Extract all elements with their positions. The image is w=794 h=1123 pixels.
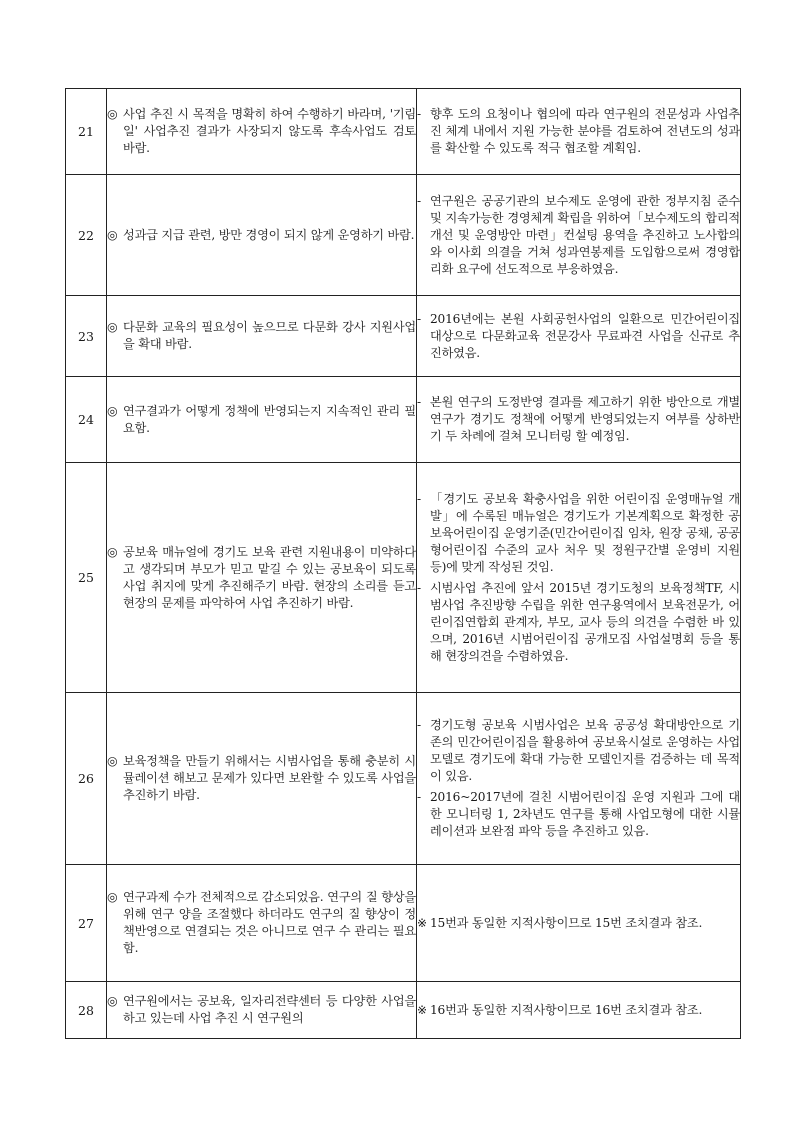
response-item [417, 394, 740, 445]
response-text: 본원 연구의 도정반영 결과를 제고하기 위한 방안으로 개별 연구가 경기도 정책에 어떻게 반영되었는지 여부를 상하반기 두 차례에 걸쳐 모니터링 할 예정임. [430, 395, 740, 443]
response-item [417, 311, 740, 362]
response-cell [417, 865, 741, 982]
response-item [417, 1002, 740, 1019]
double-circle-icon: ◎ [107, 107, 118, 121]
response-cell [417, 982, 741, 1039]
response-cell [417, 89, 741, 175]
response-cell [417, 463, 741, 693]
response-cell [417, 175, 741, 296]
row-number: 23 [66, 296, 107, 377]
request-text: 공보육 매뉴얼에 경기도 보육 관련 지원내용이 미약하다고 생각되며 부모가 믿고 맡길 수 있는 공보육이 되도록 사업 취지에 맞게 추진해주기 바람. 현장의 소리를 듣고 현장의 문제를 파악하여 사업 추진하기 바람. [123, 544, 416, 610]
request-cell [107, 89, 417, 175]
double-circle-icon: ◎ [107, 320, 118, 334]
request-cell [107, 865, 417, 982]
response-text: 16번과 동일한 지적사항이므로 16번 조치결과 참조. [430, 1002, 703, 1017]
audit-response-table [65, 88, 741, 1039]
double-circle-icon: ◎ [107, 890, 118, 904]
double-circle-icon: ◎ [107, 544, 118, 559]
response-item [417, 193, 740, 278]
double-circle-icon: ◎ [107, 994, 118, 1008]
table-row [66, 377, 741, 463]
request-cell [107, 296, 417, 377]
row-number: 26 [66, 693, 107, 865]
reference-mark-icon: ※ [417, 1002, 428, 1017]
request-cell [107, 377, 417, 463]
request-text: 다문화 교육의 필요성이 높으므로 다문화 강사 지원사업을 확대 바람. [123, 320, 416, 351]
request-cell [107, 463, 417, 693]
response-item [417, 491, 740, 576]
request-text: 연구결과가 어떻게 정책에 반영되는지 지속적인 관리 필요함. [123, 403, 416, 435]
row-number: 25 [66, 463, 107, 693]
request-text: 연구과제 수가 전체적으로 감소되었음. 연구의 질 향상을 위해 연구 양을 조절했다 하더라도 연구의 질 향상이 정책반영으로 연결되는 것은 아니므로 연구 수 관리는 필요함. [123, 890, 416, 955]
table-row [66, 175, 741, 296]
response-item [417, 580, 740, 665]
dash-bullet: - [417, 580, 422, 595]
table-row [66, 982, 741, 1039]
dash-bullet: - [417, 790, 422, 804]
dash-bullet: - [417, 718, 422, 732]
table-row [66, 296, 741, 377]
double-circle-icon: ◎ [107, 754, 118, 768]
reference-mark-icon: ※ [417, 915, 428, 930]
request-text: 사업 추진 시 목적을 명확히 하여 수행하기 바라며, '기림일' 사업추진 결과가 사장되지 않도록 후속사업도 검토 바람. [123, 107, 416, 155]
dash-bullet: - [417, 107, 422, 121]
table-body [66, 89, 741, 1039]
row-number: 27 [66, 865, 107, 982]
double-circle-icon: ◎ [107, 227, 118, 242]
dash-bullet: - [417, 193, 422, 208]
table-row [66, 89, 741, 175]
table-row [66, 693, 741, 865]
request-cell [107, 982, 417, 1039]
row-number: 22 [66, 175, 107, 296]
dash-bullet: - [417, 395, 422, 409]
request-text: 연구원에서는 공보육, 일자리전략센터 등 다양한 사업을 하고 있는데 사업 추진 시 연구원의 [123, 994, 416, 1025]
request-text: 보육정책을 만들기 위해서는 시범사업을 통해 충분히 시뮬레이션 해보고 문제가 있다면 보완할 수 있도록 사업을 추진하기 바람. [123, 754, 416, 802]
response-item [417, 915, 740, 932]
table-row [66, 463, 741, 693]
response-text: 15번과 동일한 지적사항이므로 15번 조치결과 참조. [430, 915, 703, 930]
row-number: 21 [66, 89, 107, 175]
response-text: 2016년에는 본원 사회공헌사업의 일환으로 민간어린이집 대상으로 다문화교육 전문강사 무료파견 사업을 신규로 추진하였음. [430, 311, 740, 360]
response-item [417, 717, 740, 785]
response-cell [417, 693, 741, 865]
request-cell [107, 175, 417, 296]
table-row [66, 865, 741, 982]
response-text: 경기도형 공보육 시범사업은 보육 공공성 확대방안으로 기존의 민간어린이집을 활용하여 공보육시설로 운영하는 사업모델로 경기도에 확대 가능한 모델인지를 검증하는 데 목적이 있음. [430, 718, 740, 783]
double-circle-icon: ◎ [107, 403, 118, 418]
dash-bullet: - [417, 311, 422, 326]
response-text: 향후 도의 요청이나 협의에 따라 연구원의 전문성과 사업추진 체계 내에서 지원 가능한 분야를 검토하여 전년도의 성과를 확산할 수 있도록 적극 협조할 계획임. [430, 107, 740, 155]
response-item [417, 789, 740, 840]
response-cell [417, 296, 741, 377]
response-cell [417, 377, 741, 463]
dash-bullet: - [417, 491, 422, 506]
row-number: 28 [66, 982, 107, 1039]
request-text: 성과급 지급 관련, 방만 경영이 되지 않게 운영하기 바람. [123, 227, 415, 242]
response-text: 2016~2017년에 걸친 시범어린이집 운영 지원과 그에 대한 모니터링 1, 2차년도 연구를 통해 사업모형에 대한 시뮬레이션과 보완점 파악 등을 추진하고 있음. [430, 790, 740, 838]
response-text: 시범사업 추진에 앞서 2015년 경기도청의 보육정책TF, 시범사업 추진방향 수립을 위한 연구용역에서 보육전문가, 어린이집연합회 관계자, 부모, 교사 등의 의견을 수렴한 바 있으며, 2016년 시범어린이집 공개모집 사업설명회 등을 통해 현장의견을 수렴하였음. [430, 580, 740, 663]
response-item [417, 106, 740, 157]
request-cell [107, 693, 417, 865]
row-number: 24 [66, 377, 107, 463]
response-text: 「경기도 공보육 확충사업을 위한 어린이집 운영매뉴얼 개발」에 수록된 매뉴얼은 경기도가 기본계획으로 확정한 공보육어린이집 운영기준(민간어린이집 임차, 원장 공채, 공공형어린이집 수준의 교사 처우 및 정원구간별 운영비 지원 등)에 맞게 작성된 것임. [430, 491, 740, 574]
response-text: 연구원은 공공기관의 보수제도 운영에 관한 정부지침 준수 및 지속가능한 경영체계 확립을 위하여「보수제도의 합리적 개선 및 운영방안 마련」컨설팅 용역을 추진하고 노사합의와 이사회 의결을 거쳐 성과연봉제를 도입함으로써 경영합리화 요구에 선도적으로 부응하였음. [430, 193, 740, 276]
